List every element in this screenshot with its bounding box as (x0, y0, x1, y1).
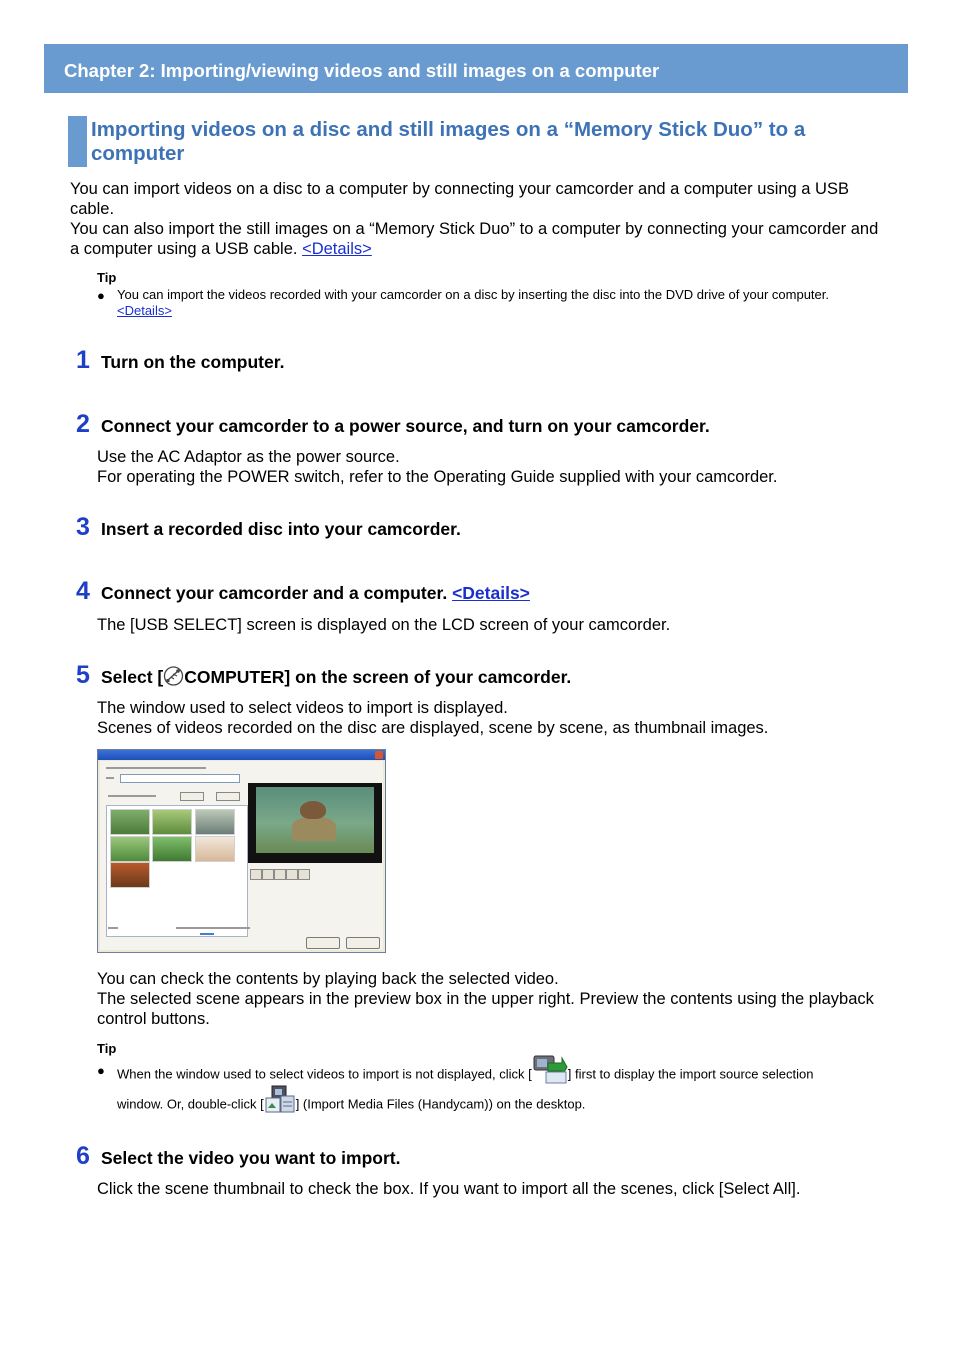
step-number: 2 (76, 410, 90, 438)
step-number: 3 (76, 513, 90, 541)
window-titlebar (98, 750, 385, 760)
step-body: Click the scene thumbnail to check the box. If you want to import all the scenes, click [Select All]. (97, 1180, 801, 1198)
step-number: 4 (76, 577, 90, 605)
intro-details-link[interactable]: <Details> (302, 240, 372, 258)
usb-computer-icon (163, 666, 184, 691)
import-media-files-icon[interactable] (264, 1084, 296, 1126)
bullet-icon: ● (97, 1063, 105, 1078)
source-dropdown (120, 774, 240, 783)
chapter-title: Chapter 2: Importing/viewing videos and still images on a computer (64, 60, 660, 81)
step4-details-link[interactable]: <Details> (452, 583, 530, 603)
tip-text: You can import the videos recorded with your camcorder on a disc by inserting the disc into the DVD drive of your computer. <Details> (117, 287, 829, 318)
cancel-button (346, 937, 380, 949)
step-number: 1 (76, 346, 90, 374)
tip-details-link[interactable]: <Details> (117, 303, 172, 318)
tip-label: Tip (97, 270, 117, 285)
step-number: 5 (76, 661, 90, 689)
close-icon (375, 751, 383, 759)
tip2-line1: When the window used to select videos to import is not displayed, click [ ] first to display the import source selection (117, 1054, 897, 1096)
step-number: 6 (76, 1142, 90, 1170)
import-window-screenshot (97, 749, 386, 953)
step-body: The selected scene appears in the preview box in the upper right. Preview the contents using the playback control buttons. (97, 990, 874, 1028)
chapter-header (44, 44, 908, 93)
thumbnail-list (106, 805, 248, 937)
section-marker (68, 116, 87, 167)
step-title: Select the video you want to import. (101, 1148, 401, 1168)
step-title: Select [ COMPUTER] on the screen of your camcorder. (101, 666, 571, 691)
step-body: The window used to select videos to import is displayed. (97, 699, 508, 717)
step-body: Scenes of videos recorded on the disc are displayed, scene by scene, as thumbnail images. (97, 719, 769, 737)
playback-controls (250, 869, 378, 879)
step-body: The [USB SELECT] screen is displayed on the LCD screen of your camcorder. (97, 616, 671, 634)
step-title: Insert a recorded disc into your camcorder. (101, 519, 461, 539)
step-title: Turn on the computer. (101, 352, 285, 372)
intro-paragraph-1: You can import videos on a disc to a computer by connecting your camcorder and a computer using a USB cable. (70, 180, 849, 218)
tip-label: Tip (97, 1041, 117, 1056)
tip2-line2: window. Or, double-click [ ] (Import Media Files (Handycam)) on the desktop. (117, 1084, 897, 1126)
step-title: Connect your camcorder and a computer. <Details> (101, 583, 530, 603)
bullet-icon: ● (97, 288, 105, 303)
next-button (306, 937, 340, 949)
section-title: Importing videos on a disc and still images on a “Memory Stick Duo” to a computer (91, 118, 806, 165)
preview-box (248, 783, 382, 863)
step-body: Use the AC Adaptor as the power source. (97, 448, 400, 466)
select-all-button (180, 792, 204, 801)
step-title: Connect your camcorder to a power source, and turn on your camcorder. (101, 416, 710, 436)
deselect-button (216, 792, 240, 801)
step-body: You can check the contents by playing back the selected video. (97, 970, 559, 988)
step-body: For operating the POWER switch, refer to the Operating Guide supplied with your camcorder. (97, 468, 778, 486)
intro-paragraph-2: You can also import the still images on a “Memory Stick Duo” to a computer by connecting your camcorder and a computer using a USB cable. <Details> (70, 220, 879, 258)
